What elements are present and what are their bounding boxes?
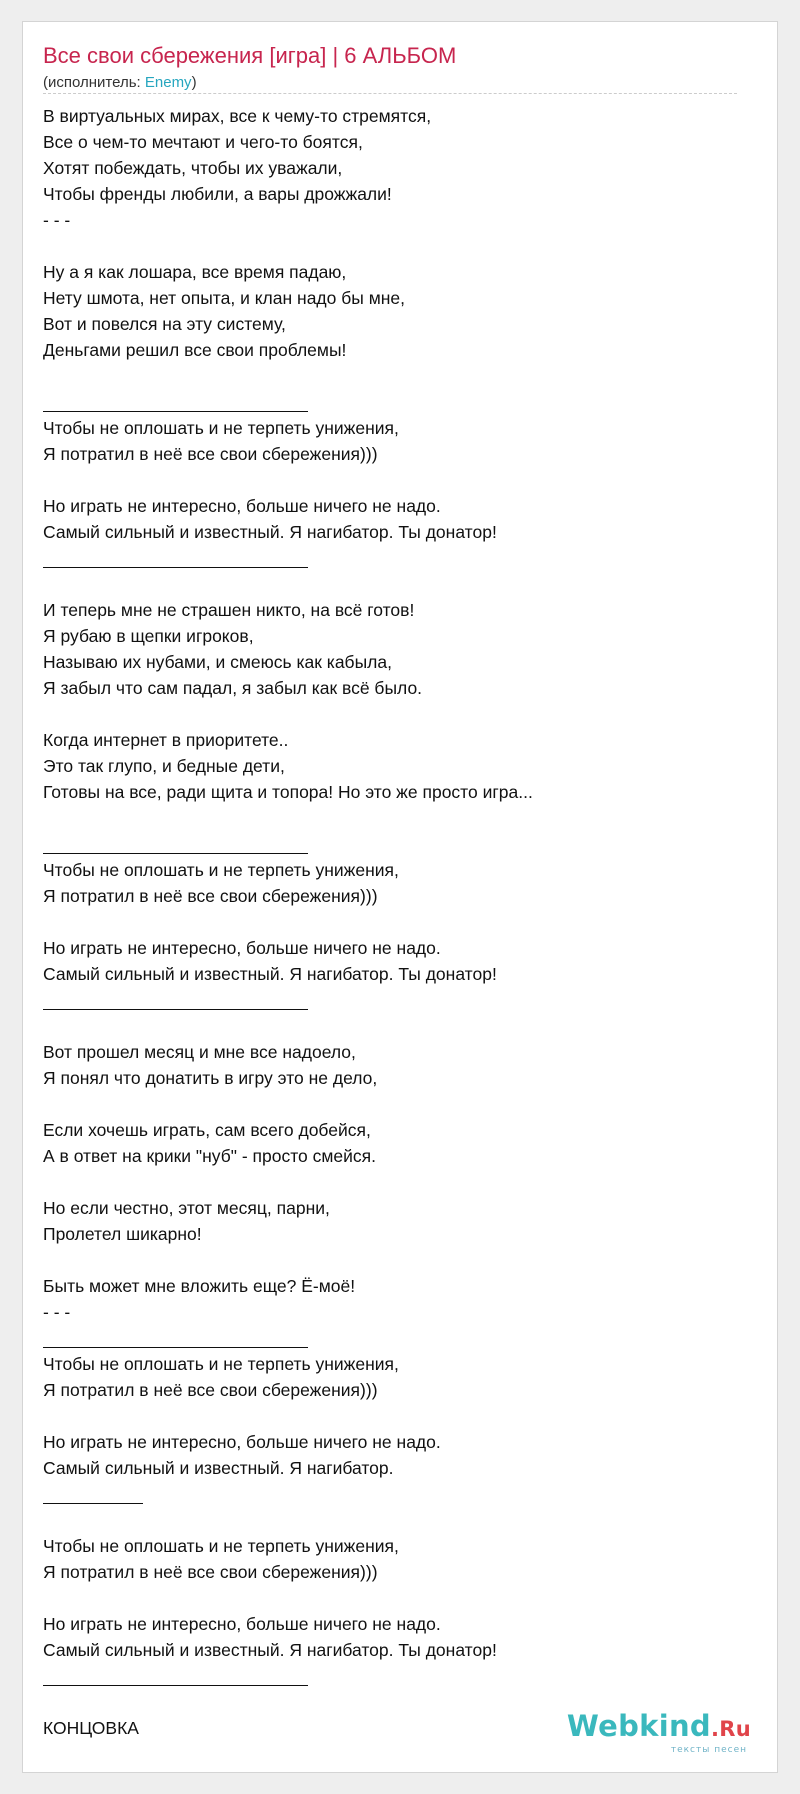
lyric-line: Пролетел шикарно! xyxy=(43,1224,202,1244)
lyric-line: И теперь мне не страшен никто, на всё готов! xyxy=(43,600,415,620)
lyric-line: - - - xyxy=(43,210,71,230)
lyric-line: В виртуальных мирах, все к чему-то стремятся, xyxy=(43,106,432,126)
lyric-line: Но играть не интересно, больше ничего не надо. xyxy=(43,496,441,516)
lyric-line: Самый сильный и известный. Я нагибатор. Ты донатор! xyxy=(43,964,497,984)
lyric-line: Я забыл что сам падал, я забыл как всё было. xyxy=(43,678,423,698)
lyric-line: Самый сильный и известный. Я нагибатор. xyxy=(43,1458,394,1478)
header-divider xyxy=(43,93,737,94)
lyric-line: Деньгами решил все свои проблемы! xyxy=(43,340,347,360)
lyric-line: Когда интернет в приоритете.. xyxy=(43,730,289,750)
lyric-line xyxy=(43,831,743,857)
lyric-line xyxy=(43,805,743,831)
lyric-line xyxy=(43,1403,743,1429)
section-underline xyxy=(43,1503,143,1504)
lyric-line: Я рубаю в щепки игроков, xyxy=(43,626,254,646)
lyric-line: Самый сильный и известный. Я нагибатор. Ты донатор! xyxy=(43,1640,497,1660)
lyric-line: А в ответ на крики "нуб" - просто смейся. xyxy=(43,1146,376,1166)
logo-tagline: тексты песен xyxy=(670,1745,747,1755)
lyric-line xyxy=(43,571,743,597)
artist-suffix: ) xyxy=(191,74,197,91)
lyric-line xyxy=(43,701,743,727)
lyric-line: Вот прошел месяц и мне все надоело, xyxy=(43,1042,356,1062)
lyric-line: Хотят побеждать, чтобы их уважали, xyxy=(43,158,343,178)
lyric-line xyxy=(43,1585,743,1611)
lyric-line xyxy=(43,1481,743,1507)
logo-tld: .Ru xyxy=(711,1717,751,1741)
lyric-line: Готовы на все, ради щита и топора! Но это же просто игра... xyxy=(43,782,533,802)
lyric-line: КОНЦОВКА xyxy=(43,1718,139,1738)
lyric-line xyxy=(43,1663,743,1689)
lyric-line xyxy=(43,1507,743,1533)
lyric-line xyxy=(43,1013,743,1039)
section-underline xyxy=(43,411,308,412)
lyric-line: Я потратил в неё все свои сбережения))) xyxy=(43,1562,378,1582)
lyrics-card xyxy=(22,21,778,1773)
lyric-line: - - - xyxy=(43,1302,71,1322)
lyric-line: Но если честно, этот месяц, парни, xyxy=(43,1198,330,1218)
lyric-line: Я понял что донатить в игру это не дело, xyxy=(43,1068,378,1088)
lyric-line xyxy=(43,1091,743,1117)
lyrics-text xyxy=(43,103,743,1741)
lyric-line: Я потратил в неё все свои сбережения))) xyxy=(43,444,378,464)
section-underline xyxy=(43,1685,308,1686)
lyric-line: Я потратил в неё все свои сбережения))) xyxy=(43,1380,378,1400)
lyric-line: Чтобы френды любили, а вары дрожжали! xyxy=(43,184,392,204)
lyric-line: Нету шмота, нет опыта, и клан надо бы мне, xyxy=(43,288,405,308)
lyric-line: Быть может мне вложить еще? Ё-моё! xyxy=(43,1276,356,1296)
section-underline xyxy=(43,1347,308,1348)
lyric-line: Ну а я как лошара, все время падаю, xyxy=(43,262,347,282)
lyric-line: Но играть не интересно, больше ничего не надо. xyxy=(43,1432,441,1452)
lyric-line xyxy=(43,545,743,571)
lyric-line: Вот и повелся на эту систему, xyxy=(43,314,286,334)
artist-link[interactable]: Enemy xyxy=(144,74,192,91)
section-underline xyxy=(43,853,308,854)
logo-name: Webkind xyxy=(566,1709,711,1743)
lyric-line xyxy=(43,1169,743,1195)
lyric-line xyxy=(43,1325,743,1351)
lyric-line xyxy=(43,1247,743,1273)
lyric-line: Чтобы не оплошать и не терпеть унижения, xyxy=(43,1354,399,1374)
lyric-line xyxy=(43,363,743,389)
lyric-line: Называю их нубами, и смеюсь как кабыла, xyxy=(43,652,392,672)
lyric-line xyxy=(43,467,743,493)
logo-wordmark xyxy=(567,1710,751,1745)
lyric-line: Чтобы не оплошать и не терпеть унижения, xyxy=(43,418,399,438)
section-underline xyxy=(43,567,308,568)
lyric-line: Это так глупо, и бедные дети, xyxy=(43,756,285,776)
lyric-line xyxy=(43,909,743,935)
section-underline xyxy=(43,1009,308,1010)
artist-line xyxy=(43,74,197,91)
page-title: Все свои сбережения [игра] | 6 АЛЬБОМ xyxy=(43,43,457,68)
lyric-line: Чтобы не оплошать и не терпеть унижения, xyxy=(43,1536,399,1556)
lyric-line xyxy=(43,389,743,415)
lyric-line xyxy=(43,987,743,1013)
lyric-line: Но играть не интересно, больше ничего не надо. xyxy=(43,938,441,958)
lyric-line: Самый сильный и известный. Я нагибатор. Ты донатор! xyxy=(43,522,497,542)
lyric-line: Если хочешь играть, сам всего добейся, xyxy=(43,1120,371,1140)
lyric-line: Но играть не интересно, больше ничего не надо. xyxy=(43,1614,441,1634)
artist-prefix: (исполнитель: xyxy=(43,74,145,91)
lyric-line xyxy=(43,233,743,259)
lyric-line: Я потратил в неё все свои сбережения))) xyxy=(43,886,378,906)
lyric-line: Все о чем-то мечтают и чего-то боятся, xyxy=(43,132,363,152)
site-logo[interactable] xyxy=(567,1710,751,1755)
lyric-line: Чтобы не оплошать и не терпеть унижения, xyxy=(43,860,399,880)
